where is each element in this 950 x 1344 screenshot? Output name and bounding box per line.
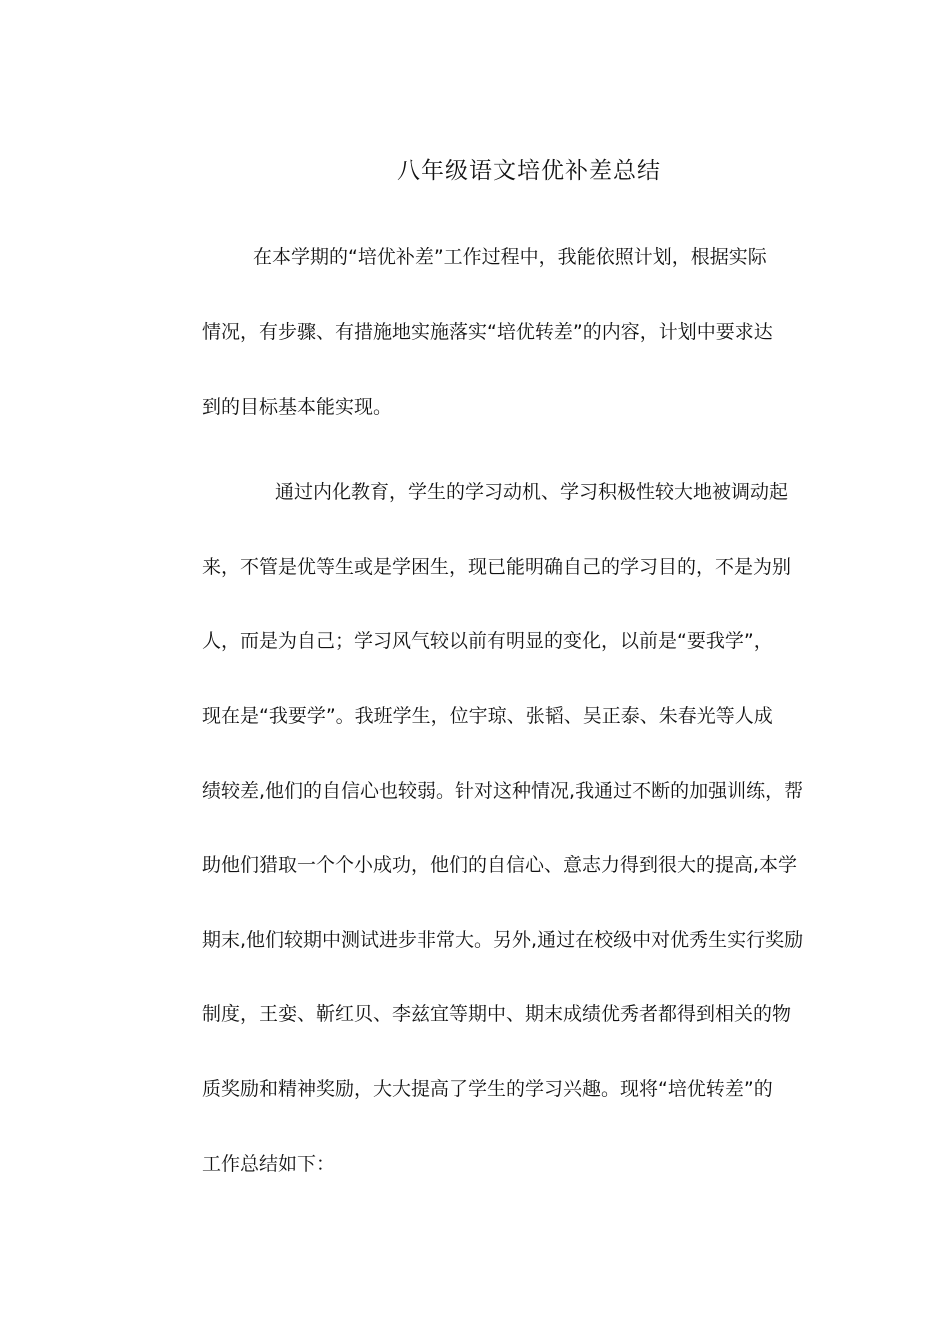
paragraph-2-line-7: 期末,他们较期中测试进步非常大。另外,通过在校级中对优秀生实行奖励: [202, 929, 804, 951]
paragraph-2-line-9: 质奖励和精神奖励，大大提高了学生的学习兴趣。现将“培优转差”的: [202, 1078, 773, 1100]
paragraph-2-line-4: 现在是“我要学”。我班学生，位宇琼、张韬、吴正泰、朱春光等人成: [202, 705, 773, 727]
paragraph-1-line-3: 到的目标基本能实现。: [202, 396, 393, 418]
paragraph-2-line-5: 绩较差,他们的自信心也较弱。针对这种情况,我通过不断的加强训练，帮: [202, 780, 804, 802]
document-title: 八年级语文培优补差总结: [397, 158, 661, 184]
paragraph-2-line-6: 助他们猎取一个个小成功，他们的自信心、意志力得到很大的提高,本学: [202, 854, 798, 876]
paragraph-2-line-1: 通过内化教育，学生的学习动机、学习积极性较大地被调动起: [275, 481, 789, 503]
paragraph-2-line-10: 工作总结如下：: [202, 1153, 336, 1175]
paragraph-2-line-8: 制度，王娈、靳红贝、李兹宜等期中、期末成绩优秀者都得到相关的物: [202, 1003, 792, 1025]
paragraph-1-line-2: 情况，有步骤、有措施地实施落实“培优转差”的内容，计划中要求达: [202, 321, 773, 343]
paragraph-2-line-2: 来，不管是优等生或是学困生，现已能明确自己的学习目的，不是为别: [202, 556, 792, 578]
paragraph-2-line-3: 人，而是为自己；学习风气较以前有明显的变化，以前是“要我学”，: [202, 630, 773, 652]
paragraph-1-line-1: 在本学期的“培优补差”工作过程中，我能依照计划，根据实际: [253, 246, 767, 268]
